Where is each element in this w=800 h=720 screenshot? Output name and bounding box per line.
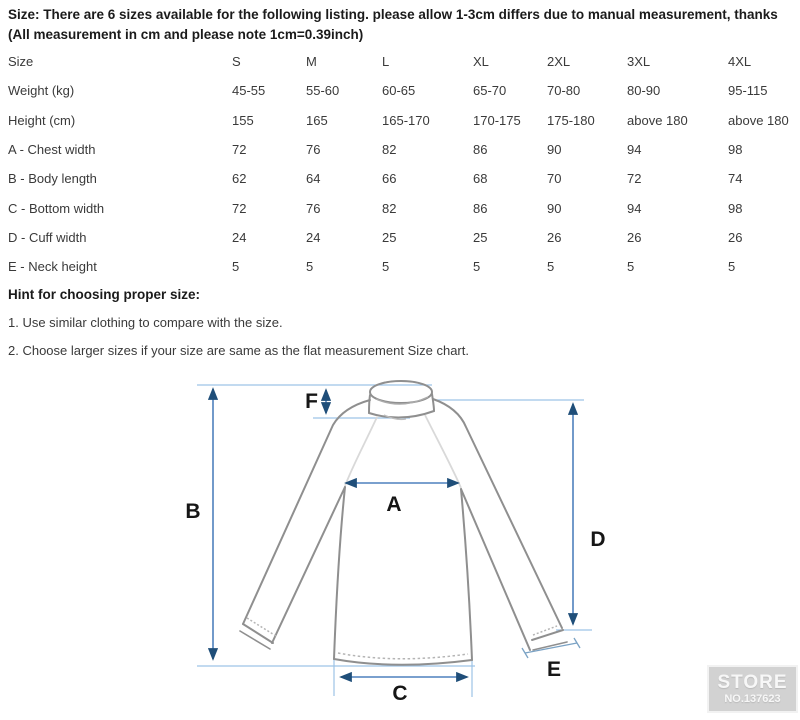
size-value: 94 <box>627 142 642 158</box>
left-cuff-stitching <box>247 618 276 636</box>
size-value: 80-90 <box>627 83 661 99</box>
size-value: 82 <box>382 200 397 216</box>
size-value: S <box>232 54 241 70</box>
size-value: 62 <box>232 171 247 187</box>
left-body-edge <box>334 487 345 659</box>
size-value: 5 <box>473 259 481 275</box>
measure-e <box>522 638 580 658</box>
size-table-row <box>8 76 794 105</box>
size-table-row <box>8 164 794 193</box>
right-sleeve-outer <box>433 399 562 628</box>
size-value: 5 <box>232 259 240 275</box>
size-value: 72 <box>232 200 247 216</box>
size-value: 155 <box>232 112 254 128</box>
size-value: 5 <box>627 259 635 275</box>
size-value: 26 <box>627 229 642 245</box>
left-sleeve-outer <box>243 400 370 624</box>
size-table <box>8 47 794 281</box>
size-value: 68 <box>473 171 488 187</box>
label-c: C <box>392 682 408 705</box>
hint-title: Hint for choosing proper size: <box>8 287 201 302</box>
label-f: F <box>305 390 318 413</box>
size-value: 170-175 <box>473 112 521 128</box>
size-table-row <box>8 106 794 135</box>
size-value: 5 <box>306 259 314 275</box>
label-a: A <box>386 493 402 516</box>
label-b: B <box>185 500 201 523</box>
size-value: L <box>382 54 390 70</box>
size-value: above 180 <box>728 112 789 128</box>
left-cuff-edge <box>243 624 273 643</box>
row-label: Height (cm) <box>8 112 76 128</box>
size-table-row <box>8 135 794 164</box>
size-table-row <box>8 193 794 222</box>
size-value: 3XL <box>627 54 651 70</box>
label-e: E <box>546 658 562 681</box>
bottom-hem <box>334 659 472 665</box>
hint-item-2: 2. Choose larger sizes if your size are same as the flat measurement Size chart. <box>8 343 469 358</box>
size-value: 45-55 <box>232 83 266 99</box>
size-value: 86 <box>473 200 488 216</box>
collar-band <box>369 411 434 418</box>
row-label: Size <box>8 54 34 70</box>
seam-lines <box>247 397 557 659</box>
size-value: 76 <box>306 200 321 216</box>
size-value: 2XL <box>547 54 571 70</box>
size-value: 165 <box>306 112 328 128</box>
size-table-row <box>8 252 794 281</box>
size-value: 98 <box>728 200 743 216</box>
size-value: 24 <box>306 229 321 245</box>
size-value: 55-60 <box>306 83 340 99</box>
left-sleeve-inner <box>272 487 345 643</box>
row-label: Weight (kg) <box>8 83 75 99</box>
size-value: 74 <box>728 171 743 187</box>
size-table-header-row <box>8 47 794 76</box>
size-value: 64 <box>306 171 321 187</box>
watermark-number-text: NO.137623 <box>724 692 781 705</box>
size-value: 66 <box>382 171 397 187</box>
size-value: 26 <box>547 229 562 245</box>
size-value: 24 <box>232 229 247 245</box>
size-value: 86 <box>473 142 488 158</box>
watermark-store-text: STORE <box>717 671 788 693</box>
size-table-row <box>8 223 794 252</box>
shirt-measurement-diagram <box>0 375 800 720</box>
size-value: 25 <box>473 229 488 245</box>
size-value: 72 <box>627 171 642 187</box>
size-value: above 180 <box>627 112 688 128</box>
size-value: 90 <box>547 200 562 216</box>
size-value: 90 <box>547 142 562 158</box>
hem-stitching <box>338 653 468 659</box>
size-value: 5 <box>728 259 736 275</box>
size-value: 70-80 <box>547 83 581 99</box>
size-value: 26 <box>728 229 743 245</box>
size-value: 98 <box>728 142 743 158</box>
size-value: 65-70 <box>473 83 507 99</box>
hint-item-1: 1. Use similar clothing to compare with the size. <box>8 315 283 330</box>
size-value: 60-65 <box>382 83 416 99</box>
size-value: 72 <box>232 142 247 158</box>
size-note: Size: There are 6 sizes available for the following listing. please allow 1-3cm differs due to manual measurement, thanks (All measurement in cm and please note 1cm=0.39inch) <box>8 7 778 42</box>
size-value: 5 <box>547 259 555 275</box>
size-value: 94 <box>627 200 642 216</box>
right-cuff-edge <box>532 630 563 640</box>
size-value: 5 <box>382 259 390 275</box>
shirt-outline <box>240 381 567 665</box>
row-label: D - Cuff width <box>8 229 87 245</box>
size-value: 25 <box>382 229 397 245</box>
row-label: C - Bottom width <box>8 200 105 216</box>
size-value: 95-115 <box>728 83 768 99</box>
size-value: XL <box>473 54 489 70</box>
row-label: B - Body length <box>8 171 97 187</box>
label-d: D <box>590 528 606 551</box>
size-value: 4XL <box>728 54 752 70</box>
row-label: E - Neck height <box>8 259 97 275</box>
store-watermark <box>707 665 798 713</box>
size-value: 82 <box>382 142 397 158</box>
right-body-edge <box>461 489 472 660</box>
size-value: 76 <box>306 142 321 158</box>
size-value: 175-180 <box>547 112 595 128</box>
size-value: 70 <box>547 171 562 187</box>
size-value: M <box>306 54 317 70</box>
measurement-arrows <box>213 389 573 677</box>
row-label: A - Chest width <box>8 142 96 158</box>
size-value: 165-170 <box>382 112 430 128</box>
